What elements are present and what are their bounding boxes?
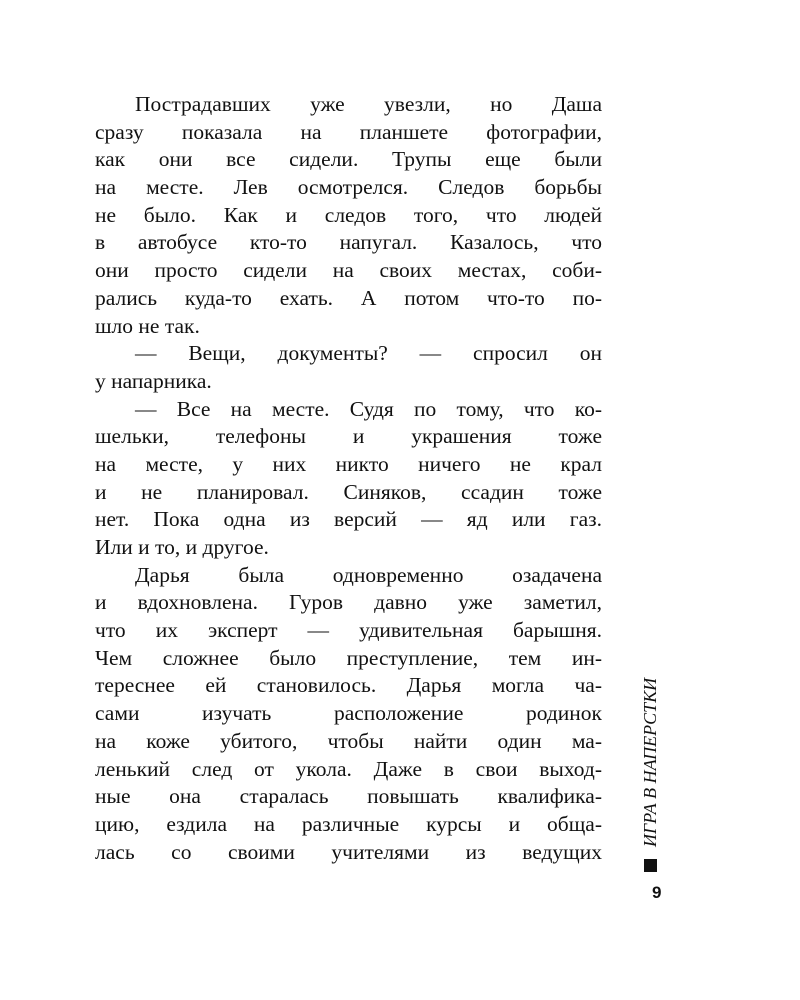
- text-line: Чем сложнее было преступление, тем ин-: [95, 645, 602, 670]
- text-line: и не планировал. Синяков, ссадин тоже: [95, 479, 602, 504]
- square-icon: [644, 859, 657, 872]
- text-line: на коже убитого, чтобы найти один ма-: [95, 728, 602, 753]
- text-line: как они все сидели. Трупы еще были: [95, 147, 602, 172]
- text-line: не было. Как и следов того, что людей: [95, 202, 602, 227]
- body-text: [95, 91, 602, 866]
- text-line: они просто сидели на своих местах, соби-: [95, 258, 602, 283]
- text-line: ные она старалась повышать квалифика-: [95, 784, 602, 809]
- text-line: рались куда-то ехать. А потом что-то по-: [95, 285, 602, 310]
- text-line: сами изучать расположение родинок: [95, 701, 602, 726]
- text-line: нет. Пока одна из версий — яд или газ.: [95, 507, 602, 532]
- text-line: Пострадавших уже увезли, но Даша: [135, 92, 602, 116]
- running-head-title: ИГРА В НАПЕРСТКИ: [639, 677, 660, 847]
- text-line: шло не так.: [95, 313, 200, 338]
- text-line: у напарника.: [95, 368, 212, 393]
- text-line: цию, ездила на различные курсы и обща-: [95, 811, 602, 836]
- text-line: — Все на месте. Судя по тому, что ко-: [135, 396, 602, 421]
- page-number: 9: [652, 883, 662, 902]
- text-line: тереснее ей становилось. Дарья могла ча-: [95, 673, 602, 698]
- text-line: — Вещи, документы? — спросил он: [135, 341, 602, 366]
- text-line: лась со своими учителями из ведущих: [95, 839, 602, 864]
- text-line: в автобусе кто-то напугал. Казалось, что: [95, 230, 602, 255]
- text-line: Или и то, и другое.: [95, 535, 269, 559]
- text-line: шельки, телефоны и украшения тоже: [95, 424, 602, 449]
- text-line: ленький след от укола. Даже в свои выход-: [95, 756, 602, 781]
- text-line: на месте. Лев осмотрелся. Следов борьбы: [95, 175, 602, 200]
- text-line: сразу показала на планшете фотографии,: [95, 119, 602, 144]
- text-line: Дарья была одновременно озадачена: [135, 562, 602, 587]
- text-line: что их эксперт — удивительная барышня.: [95, 618, 602, 643]
- text-line: на месте, у них никто ничего не крал: [95, 451, 602, 476]
- text-line: и вдохновлена. Гуров давно уже заметил,: [95, 590, 602, 615]
